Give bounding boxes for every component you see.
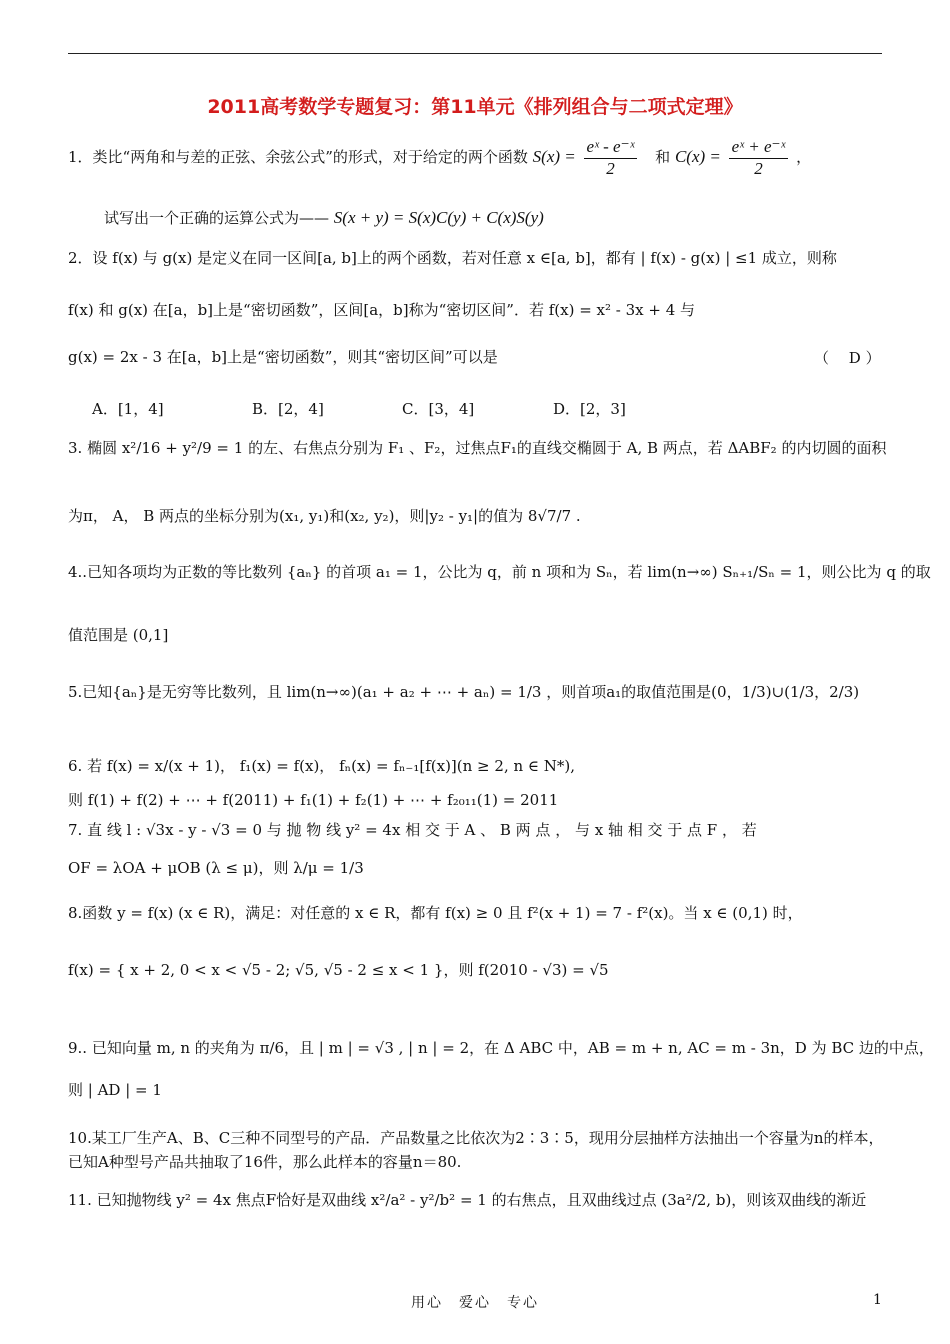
q1-s-fraction <box>584 138 638 178</box>
q6-line2: 则 f(1) + f(2) + ⋯ + f(2011) + f₁(1) + f₂(1) + ⋯ + f₂₀₁₁(1) = 2011 <box>68 791 559 809</box>
q1-s-lhs: S(x) = <box>532 147 576 167</box>
q1-c-lhs: C(x) = <box>674 147 721 167</box>
q7-line1: 7. 直 线 l : √3x - y - √3 = 0 与 抛 物 线 y² = 4x 相 交 于 A 、 B 两 点 ， 与 x 轴 相 交 于 点 F ， 若 <box>68 821 757 839</box>
q2-option-d: D．[2，3] <box>553 400 626 418</box>
q1-line1 <box>68 138 884 178</box>
q1-c-den: 2 <box>754 158 763 178</box>
q1-c-num: eˣ + e⁻ˣ <box>729 138 789 159</box>
q1-and: 和 <box>655 148 671 167</box>
q3-line1: 3. 椭圆 x²/16 + y²/9 = 1 的左、右焦点分别为 F₁ 、F₂，过焦点F₁的直线交椭圆于 A, B 两点，若 ΔABF₂ 的内切圆的面积 <box>68 439 887 457</box>
q10-text: 10.某工厂生产A、B、C三种不同型号的产品．产品数量之比依次为2∶3∶5，现用分层抽样方法抽出一个容量为n的样本，已知A种型号产品共抽取了16件，那么此样本的容量n＝80. <box>68 1129 884 1171</box>
q2-line2: f(x) 和 g(x) 在[a，b]上是“密切函数”，区间[a，b]称为“密切区间”．若 f(x) = x² - 3x + 4 与 <box>68 301 696 319</box>
q11-line1: 11. 已知抛物线 y² = 4x 焦点F恰好是双曲线 x²/a² - y²/b² = 1 的右焦点，且双曲线过点 (3a²/2, b)，则该双曲线的渐近 <box>68 1191 867 1209</box>
q7-line2: OF = λOA + μOB (λ ≤ μ)，则 λ/μ = 1/3 <box>68 859 364 877</box>
q1-s-num: eˣ - e⁻ˣ <box>584 138 638 159</box>
q2-line3: g(x) = 2x - 3 在[a，b]上是“密切函数”，则其“密切区间”可以是 <box>68 348 498 366</box>
q1-line2 <box>104 208 920 228</box>
q5-line1: 5.已知{aₙ}是无穷等比数列，且 lim(n→∞)(a₁ + a₂ + ⋯ + aₙ) = 1/3 ，则首项a₁的取值范围是(0，1/3)∪(1/3，2/3) <box>68 683 860 701</box>
page-number: 1 <box>873 1292 882 1308</box>
q2-option-c: C．[3，4] <box>402 400 475 418</box>
q1-text-b: 试写出一个正确的运算公式为—— <box>104 209 330 227</box>
q8-line1: 8.函数 y = f(x) (x ∈ R)，满足：对任意的 x ∈ R，都有 f(x) ≥ 0 且 f²(x + 1) = 7 - f²(x)。当 x ∈ (0,1) 时， <box>68 904 803 922</box>
q9-line2: 则 | AD | = 1 <box>68 1081 162 1099</box>
q1-answer: S(x + y) = S(x)C(y) + C(x)S(y) <box>333 208 544 227</box>
q2-option-a: A．[1，4] <box>92 400 164 418</box>
header-rule <box>68 53 882 54</box>
q8-line2: f(x) = { x + 2, 0 < x < √5 - 2; √5, √5 - 2 ≤ x < 1 }，则 f(2010 - √3) = √5 <box>68 961 609 979</box>
q4-line2: 值范围是 (0,1] <box>68 626 169 644</box>
page-footer: 用心 爱心 专心 <box>411 1295 539 1311</box>
q1-s-den: 2 <box>606 158 615 178</box>
q2-answer: （ D ） <box>814 349 881 367</box>
q9-line1: 9.. 已知向量 m, n 的夹角为 π/6，且 | m | = √3 , | n | = 2，在 Δ ABC 中，AB = m + n, AC = m - 3n，D 为 BC 边的中点， <box>68 1039 934 1057</box>
q6-line1: 6. 若 f(x) = x/(x + 1)， f₁(x) = f(x)， fₙ(x) = fₙ₋₁[f(x)](n ≥ 2, n ∈ N*), <box>68 757 576 775</box>
q4-line1: 4..已知各项均为正数的等比数列 {aₙ} 的首项 a₁ = 1，公比为 q，前 n 项和为 Sₙ，若 lim(n→∞) Sₙ₊₁/Sₙ = 1，则公比为 q 的取 <box>68 563 931 581</box>
q1-text: 1．类比“两角和与差的正弦、余弦公式”的形式，对于给定的两个函数 <box>68 148 528 167</box>
q2-line1: 2．设 f(x) 与 g(x) 是定义在同一区间[a, b]上的两个函数，若对任意 x ∈[a, b]，都有 | f(x) - g(x) | ≤1 成立，则称 <box>68 249 837 267</box>
document-title: 2011高考数学专题复习：第11单元《排列组合与二项式定理》 <box>207 96 743 118</box>
q1-c-fraction <box>729 138 789 178</box>
q1-comma: ， <box>796 148 812 167</box>
q2-option-b: B．[2，4] <box>252 400 324 418</box>
q3-line2: 为π， A， B 两点的坐标分别为(x₁, y₁)和(x₂, y₂)，则|y₂ - y₁|的值为 8√7/7 . <box>68 507 581 525</box>
